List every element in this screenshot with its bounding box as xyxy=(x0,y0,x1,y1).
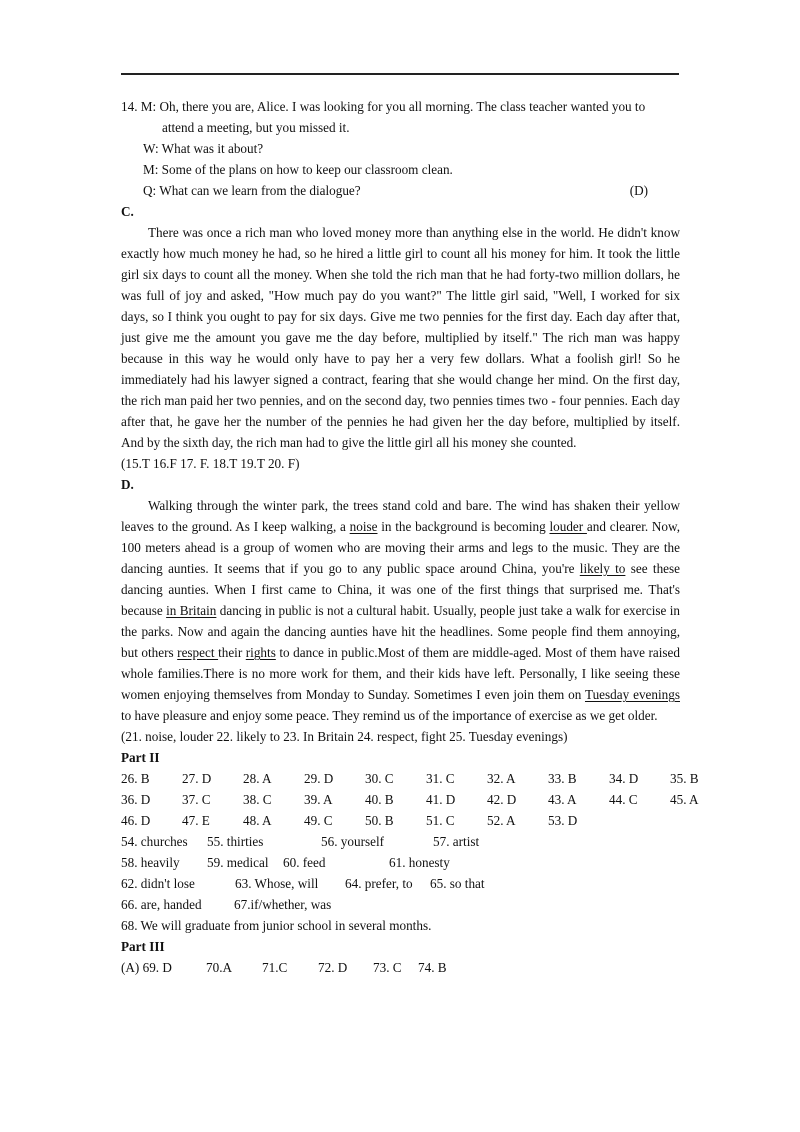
section-c-text: There was once a rich man who loved money more than anything else in the world. He didn't know exactly how much money he had, so he hired a little girl to count all his money for him. It took the little girl six days to count all the money. When she told the rich man that he had forty-two million dollars, he was full of joy and asked, "How much pay do you want?" The little girl said, "Well, I worked for six days, so I think you ought to pay for six days. Give me two pennies for the first day. Each day after that, just give me the amount you gave me the day before, multiplied by itself." The rich man was happy because in this way he would only have to pay her a very few dollars. What a foolish girl! So he immediately had his lawyer signed a contract, fearing that she would change her mind. On the first day, the rich man paid her two pennies, and on the second day, two pennies times two - four pennies. Each day after that, he gave her the number of the pennies he had given her the day before, multiplied by itself. And by the sixth day, the rich man had to give the little girl all his money she counted. xyxy=(121,225,680,450)
answer-cell: 47. E xyxy=(182,813,210,828)
answer-cell: 32. A xyxy=(487,771,516,786)
answer-69: (A) 69. D xyxy=(121,960,172,975)
section-c-answers: (15.T 16.F 17. F. 18.T 19.T 20. F) xyxy=(121,456,300,471)
answer-63: 63. Whose, will xyxy=(235,876,319,891)
part2-row-62 xyxy=(121,873,680,894)
answer-cell: 46. D xyxy=(121,813,151,828)
underlined-in-britain: in Britain xyxy=(166,603,217,618)
answer-56: 56. yourself xyxy=(321,834,384,849)
answer-cell: 38. C xyxy=(243,792,272,807)
answer-cell: 42. D xyxy=(487,792,517,807)
text-span: and clearer. Now, 100 meters ahead is a group of women who are moving their arms and legs to the music. They are the dancing aunties. It seems that if you go to any public space around China, you're xyxy=(121,519,680,576)
answer-cell: 39. A xyxy=(304,792,333,807)
q14-question: Q: What can we learn from the dialogue? xyxy=(143,183,361,198)
answer-58: 58. heavily xyxy=(121,855,180,870)
section-c-passage xyxy=(121,222,680,453)
answer-cell: 37. C xyxy=(182,792,211,807)
answer-72: 72. D xyxy=(318,960,348,975)
section-d-heading: D. xyxy=(121,477,134,492)
answer-67: 67.if/whether, was xyxy=(234,897,332,912)
answer-60: 60. feed xyxy=(283,855,326,870)
answer-71: 71.C xyxy=(262,960,288,975)
answer-cell: 30. C xyxy=(365,771,394,786)
answer-cell: 29. D xyxy=(304,771,334,786)
underlined-tuesday-evenings: Tuesday evenings xyxy=(584,687,680,702)
part2-row-66 xyxy=(121,894,680,915)
section-d-text xyxy=(121,495,680,726)
header-rule xyxy=(121,73,679,75)
part2-heading: Part II xyxy=(121,750,160,765)
text-span: see these dancing aunties. When I first came to China, it was one of the first things that surprised me. That's because xyxy=(121,561,680,618)
answer-55: 55. thirties xyxy=(207,834,264,849)
answer-57: 57. artist xyxy=(433,834,480,849)
answer-59: 59. medical xyxy=(207,855,269,870)
answer-74: 74. B xyxy=(418,960,447,975)
document-body xyxy=(121,96,699,978)
part2-answer-grid xyxy=(121,768,699,831)
part3-heading: Part III xyxy=(121,939,165,954)
answer-cell: 52. A xyxy=(487,813,516,828)
answer-cell: 53. D xyxy=(548,813,578,828)
answer-cell: 27. D xyxy=(182,771,212,786)
underlined-louder: louder xyxy=(549,519,587,534)
answer-cell: 50. B xyxy=(365,813,394,828)
answer-cell: 44. C xyxy=(609,792,638,807)
text-span: in the background is becoming xyxy=(377,519,550,534)
answer-cell: 49. C xyxy=(304,813,333,828)
answer-cell: 35. B xyxy=(670,771,699,786)
answer-54: 54. churches xyxy=(121,834,188,849)
q14-question-row xyxy=(121,180,680,201)
part2-row-54 xyxy=(121,831,680,852)
answer-cell: 26. B xyxy=(121,771,150,786)
text-span: to dance in public.Most of them are middle-aged. Most of them have raised whole families.There is no more work for them, and their kids have left. Personally, I like seeing these women enjoying themselves from Monday to Sunday. Sometimes I even join them on xyxy=(121,645,681,702)
text-span: their xyxy=(218,645,246,660)
q14-line1: 14. M: Oh, there you are, Alice. I was looking for you all morning. The class teacher wanted you to xyxy=(121,99,646,114)
answer-68: 68. We will graduate from junior school in several months. xyxy=(121,918,432,933)
section-c-heading: C. xyxy=(121,204,134,219)
answer-64: 64. prefer, to xyxy=(345,876,413,891)
answer-65: 65. so that xyxy=(430,876,485,891)
text-span: to have pleasure and enjoy some peace. They remind us of the importance of exercise as we get older. xyxy=(121,708,658,723)
text-span: dancing in public is not a cultural habit. Usually, people just take a walk for exercise in the parks. Now and again the dancing aunties have hit the headlines. Some people find them annoying, but others xyxy=(121,603,681,660)
q14-man: M: Some of the plans on how to keep our classroom clean. xyxy=(143,162,453,177)
answer-cell: 45. A xyxy=(670,792,699,807)
answer-cell: 41. D xyxy=(426,792,456,807)
answer-cell: 43. A xyxy=(548,792,577,807)
section-d-passage xyxy=(121,495,680,726)
underlined-rights: rights xyxy=(245,645,276,660)
part3-answers xyxy=(121,957,680,978)
answer-cell: 51. C xyxy=(426,813,455,828)
answer-cell: 40. B xyxy=(365,792,394,807)
underlined-respect: respect xyxy=(177,645,219,660)
answer-cell: 33. B xyxy=(548,771,577,786)
section-d-answers: (21. noise, louder 22. likely to 23. In Britain 24. respect, fight 25. Tuesday evenings) xyxy=(121,729,568,744)
answer-cell: 48. A xyxy=(243,813,272,828)
answer-cell: 36. D xyxy=(121,792,151,807)
answer-cell: 31. C xyxy=(426,771,455,786)
answer-70: 70.A xyxy=(206,960,233,975)
part2-row-58 xyxy=(121,852,680,873)
underlined-noise: noise xyxy=(349,519,378,534)
answer-cell xyxy=(670,810,720,831)
answer-cell: 34. D xyxy=(609,771,639,786)
answer-62: 62. didn't lose xyxy=(121,876,195,891)
underlined-likely-to: likely to xyxy=(579,561,626,576)
q14-line2: attend a meeting, but you missed it. xyxy=(162,120,350,135)
answer-66: 66. are, handed xyxy=(121,897,202,912)
q14-woman: W: What was it about? xyxy=(143,141,264,156)
answer-cell: 28. A xyxy=(243,771,272,786)
answer-73: 73. C xyxy=(373,960,402,975)
q14-answer: (D) xyxy=(629,183,648,198)
answer-61: 61. honesty xyxy=(389,855,450,870)
answer-cell xyxy=(609,810,670,831)
text-span: Walking through the winter park, the trees stand cold and bare. The wind has shaken their yellow leaves to the ground. As I keep walking, a xyxy=(121,498,680,534)
